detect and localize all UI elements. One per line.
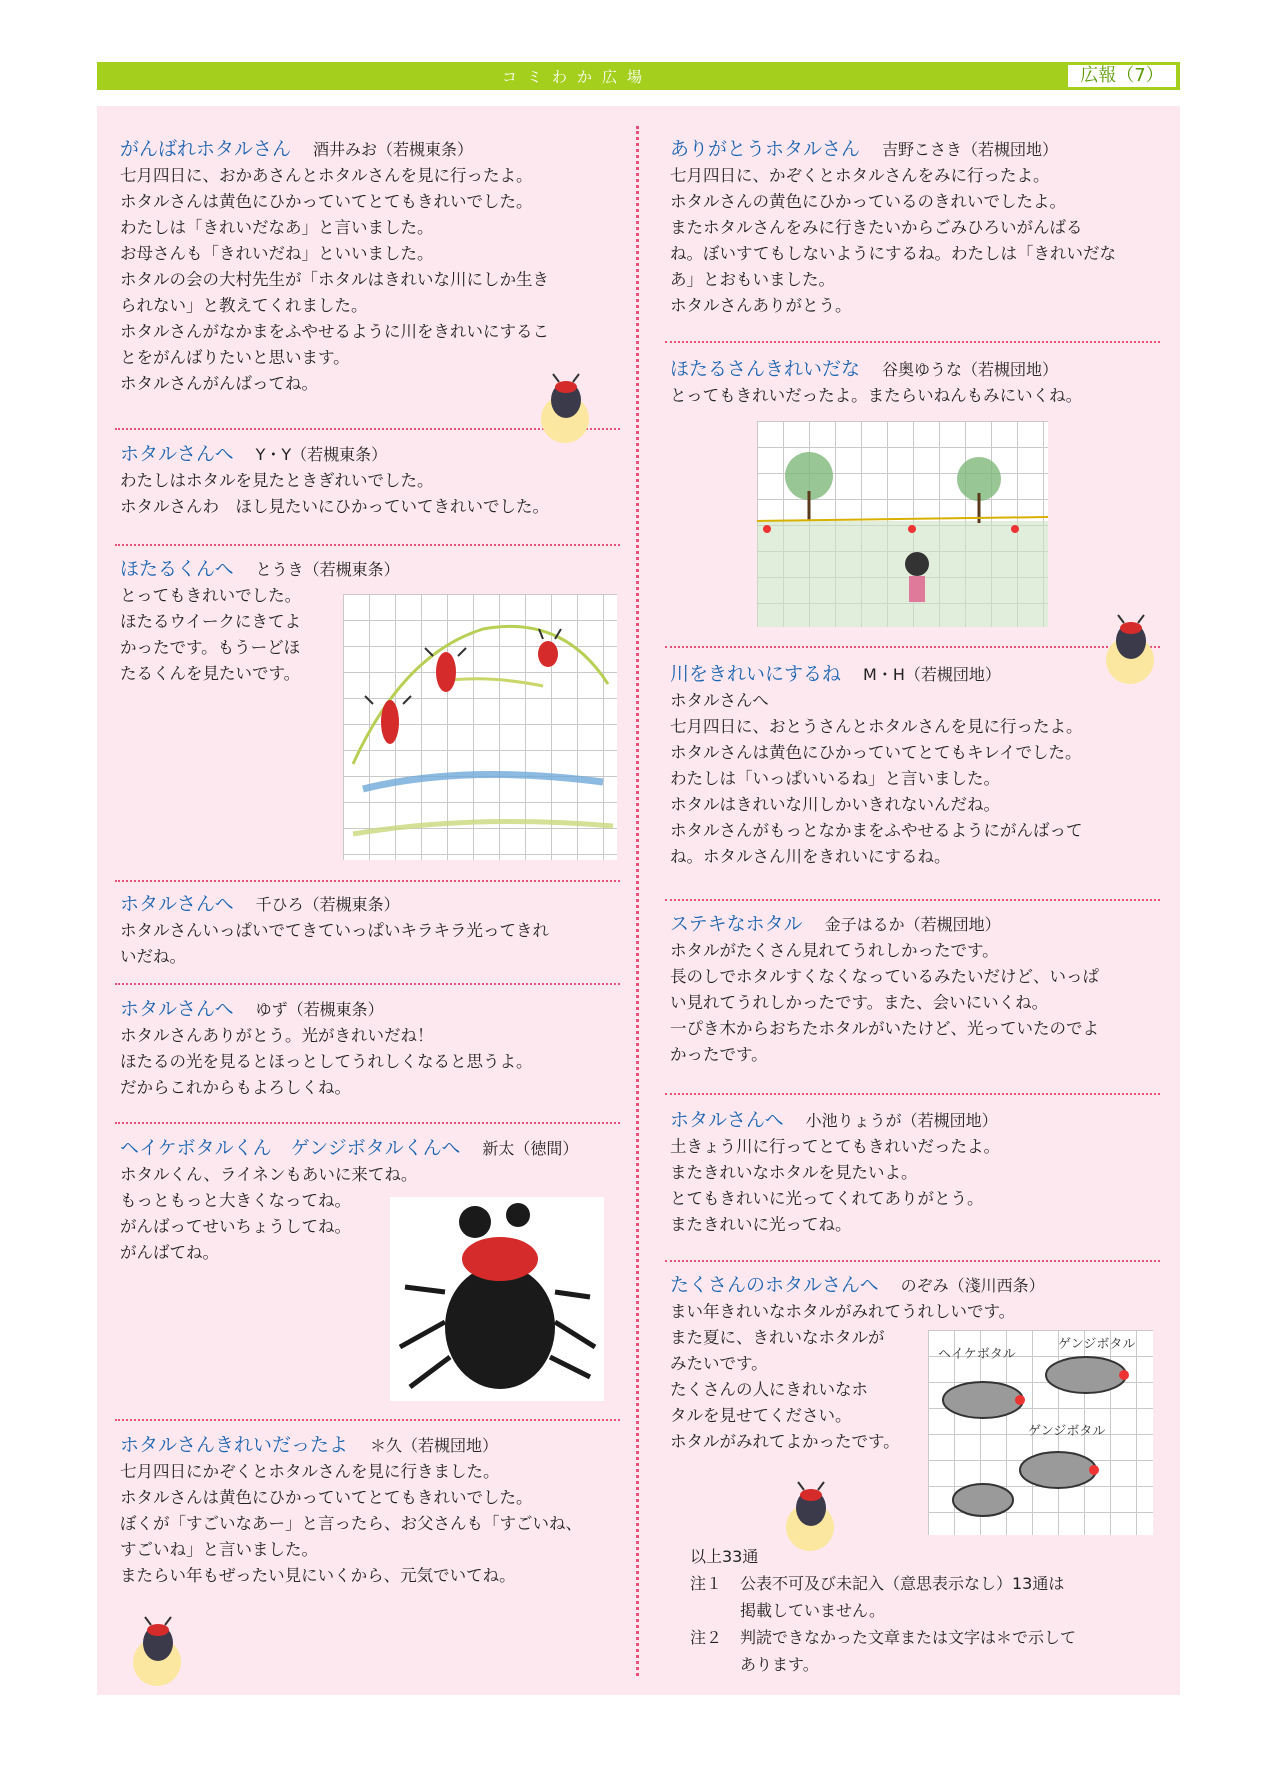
letter-body: とってもきれいでした。 ほたるウイークにきてよ かったです。もうーどほ たるくんを見たいです。: [120, 586, 302, 683]
letter-left-2: [120, 441, 620, 520]
separator: [115, 544, 620, 546]
letter-title: ヘイケボタルくん ゲンジボタルくんへ: [120, 1137, 461, 1159]
letter-title: たくさんのホタルさんへ: [670, 1274, 879, 1296]
letter-right-3: [670, 661, 1170, 870]
drawing-label-heike: ヘイケボタル: [938, 1347, 1016, 1362]
separator: [115, 1122, 620, 1124]
note2-text-cont: あります。: [740, 1655, 819, 1674]
letter-title: ほたるくんへ: [120, 558, 234, 580]
letter-body: まい年きれいなホタルがみれてうれしいです。 また夏に、きれいなホタルが みたいです。 たくさんの人にきれいなホ タルを見せてください。 ホタルがみれてよかったです。: [670, 1302, 1016, 1451]
separator: [115, 983, 620, 985]
header-bar: [97, 62, 1180, 90]
letter-body: ホタルくん、ライネンもあいに来てね。 もっともっと大きくなってね。 がんばってせいちょうしてね。 がんばてね。: [120, 1165, 418, 1262]
separator: [665, 1260, 1160, 1262]
letter-body: 七月四日に、かぞくとホタルさんをみに行ったよ。 ホタルさんの黄色にひかっているのきれいでしたよ。 またホタルさんをみに行きたいからごみひろいがんばる ね。ぼいすてもしないようにするね。わたしは「きれいだな あ」とおもいました。 ホタルさんありがとう。: [670, 166, 1116, 315]
footnotes: [690, 1543, 1160, 1678]
letter-author: 千ひろ（若槻東条）: [255, 895, 400, 914]
letter-title: ホタルさんへ: [120, 998, 234, 1020]
child-drawing-trees-child: [757, 421, 1048, 627]
header-title: コミわか広場: [501, 68, 652, 86]
total-count: 以上33通: [690, 1547, 759, 1566]
letter-body: 土きょう川に行ってとてもきれいだったよ。 またきれいなホタルを見たいよ。 とてもきれいに光ってくれてありがとう。 またきれいに光ってね。: [670, 1137, 1000, 1234]
firefly-mascot-icon: [127, 1615, 189, 1687]
letter-author: のぞみ（淺川西条）: [900, 1276, 1045, 1295]
letter-body: とってもきれいだったよ。またらいねんもみにいくね。: [670, 386, 1083, 405]
letter-title: ホタルさんきれいだったよ: [120, 1434, 349, 1456]
firefly-mascot-icon: [1100, 613, 1162, 685]
letter-body: ホタルさんありがとう。光がきれいだね！ ほたるの光を見るとほっとしてうれしくなると思うよ。 だからこれからもよろしくね。: [120, 1026, 533, 1097]
letter-left-5: [120, 996, 625, 1101]
letter-left-4: [120, 891, 625, 970]
note1-label: 注１: [690, 1574, 723, 1593]
letter-body: 七月四日に、おかあさんとホタルさんを見に行ったよ。 ホタルさんは黄色にひかっていてとてもきれいでした。 わたしは「きれいだなあ」と言いました。 お母さんも「きれいだね」といいました。 ホタルの会の大村先生が「ホタルはきれいな川にしか生き られない」と教えてくれました。 ホタルさんがなかまをふやせるように川をきれいにするこ とをがんばりたいと思います。 ホタルさんがんばってね。: [120, 166, 549, 393]
note1-text: 公表不可及び未記入（意思表示なし）13通は: [740, 1574, 1065, 1593]
letter-left-7: [120, 1432, 625, 1589]
letter-author: 吉野こさき（若槻団地）: [882, 140, 1059, 159]
note1-text-cont: 掲載していません。: [740, 1601, 885, 1620]
letter-left-1: [120, 136, 620, 397]
letter-title: ほたるさんきれいだな: [670, 358, 861, 380]
separator: [665, 899, 1160, 901]
letter-title: ホタルさんへ: [670, 1109, 784, 1131]
letter-author: 小池りょうが（若槻団地）: [805, 1111, 998, 1130]
separator: [665, 646, 1160, 648]
separator: [665, 341, 1160, 343]
page-label: 広報（7）: [1068, 65, 1176, 87]
letter-author: 谷奥ゆうな（若槻団地）: [882, 360, 1059, 379]
firefly-mascot-icon: [535, 372, 597, 444]
firefly-mascot-icon: [780, 1480, 842, 1552]
letter-title: ホタルさんへ: [120, 443, 234, 465]
letter-body: 七月四日にかぞくとホタルさんを見に行きました。 ホタルさんは黄色にひかっていてとてもきれいでした。 ぼくが「すごいなあー」と言ったら、お父さんも「すごいね、 すごいね」と言いました。 またらい年もぜったい見にいくから、元気でいてね。: [120, 1462, 582, 1585]
letter-body: わたしはホタルを見たときぎれいでした。 ホタルさんわ ほし見たいにひかっていてきれいでした。: [120, 471, 549, 516]
letter-body: ホタルがたくさん見れてうれしかったです。 長のしでホタルすくなくなっているみたいだけど、いっぱ い見れてうれしかったです。また、会いにいくね。 一ぴき木からおちたホタルがいたけど、光っていたのでよ かったです。: [670, 941, 1099, 1064]
separator: [665, 1093, 1160, 1095]
child-drawing-three-fireflies: [928, 1330, 1153, 1535]
letter-right-5: [670, 1107, 1170, 1238]
letter-author: とうき（若槻東条）: [255, 560, 400, 579]
separator: [115, 1419, 620, 1421]
drawing-label-genji-bottom: ゲンジボタル: [1028, 1424, 1106, 1439]
letter-body: ホタルさんへ 七月四日に、おとうさんとホタルさんを見に行ったよ。 ホタルさんは黄色にひかっていてとてもキレイでした。 わたしは「いっぱいいるね」と言いました。 ホタルはきれいな川しかいきれないんだね。 ホタルさんがもっとなかまをふやせるようにがんばって ね。ホタルさん川をきれいにするね。: [670, 691, 1083, 866]
child-drawing-fireflies-river: [343, 594, 617, 860]
note2-text: 判読できなかった文章または文字は＊で示して: [740, 1628, 1077, 1647]
letter-right-2: [670, 356, 1170, 409]
letter-title: ステキなホタル: [670, 913, 803, 935]
letter-right-4: [670, 911, 1170, 1068]
letter-author: M・H（若槻団地）: [863, 665, 1001, 684]
letter-author: 金子はるか（若槻団地）: [824, 915, 1001, 934]
note2-label: 注２: [690, 1628, 723, 1647]
letter-author: 酒井みお（若槻東条）: [313, 140, 474, 159]
letter-title: 川をきれいにするね: [670, 663, 842, 685]
letter-title: ホタルさんへ: [120, 893, 234, 915]
letter-author: 新太（徳間）: [482, 1139, 579, 1158]
separator: [115, 880, 620, 882]
letter-author: ＊久（若槻団地）: [370, 1436, 499, 1455]
letter-author: Y・Y（若槻東条）: [255, 445, 388, 464]
letter-title: ありがとうホタルさん: [670, 138, 861, 160]
letter-title: がんばれホタルさん: [120, 138, 292, 160]
letter-left-3: [120, 556, 400, 687]
child-drawing-black-firefly: [390, 1197, 604, 1401]
letter-author: ゆず（若槻東条）: [255, 1000, 384, 1019]
letter-body: ホタルさんいっぱいでてきていっぱいキラキラ光ってきれ いだね。: [120, 921, 549, 966]
column-divider: [636, 126, 639, 1676]
drawing-label-genji-top: ゲンジボタル: [1058, 1337, 1136, 1352]
letter-right-1: [670, 136, 1170, 319]
